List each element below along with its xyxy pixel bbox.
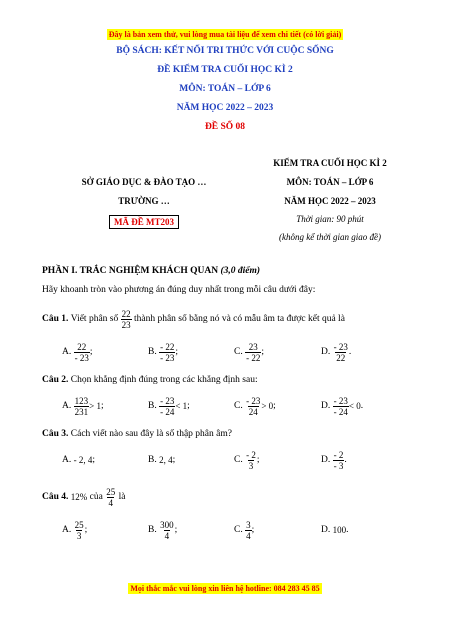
question-label: Câu 4. [42, 492, 69, 502]
fraction-numerator: - 2 [246, 449, 256, 460]
school: TRƯỜNG … [118, 196, 170, 206]
fraction-numerator: 123 [74, 395, 89, 406]
option-c[interactable] [234, 516, 254, 544]
option-letter: B. [148, 347, 157, 357]
option-end: ; [187, 401, 190, 411]
fraction-numerator: 3 [246, 519, 251, 530]
option-letter: C. [234, 401, 243, 411]
fraction [159, 396, 175, 417]
question-2 [42, 375, 258, 385]
exam-code-box: MÃ ĐỀ MT203 [109, 215, 179, 229]
question-1 [42, 304, 345, 334]
fraction [245, 450, 257, 471]
exam-code: ĐỀ SỐ 08 [204, 122, 246, 132]
fraction-denominator: - 23 [74, 352, 89, 363]
fraction-denominator: - 3 [333, 460, 344, 471]
option-letter: A. [62, 347, 72, 357]
question-text: Chọn khẳng định đúng trong các khẳng định sau: [70, 375, 258, 385]
book-title: BỘ SÁCH: KẾT NỐI TRI THỨC VỚI CUỘC SỐNG [116, 46, 334, 56]
exam-title: ĐỀ KIỂM TRA CUỐI HỌC KÌ 2 [157, 65, 293, 75]
option-end: ; [172, 455, 176, 465]
option-end: ; [251, 525, 255, 535]
fraction-numerator: 23 [248, 341, 258, 352]
option-b[interactable] [148, 446, 175, 474]
question-1-options [62, 338, 442, 366]
footer-row [0, 578, 450, 596]
relation: > 1 [89, 401, 101, 411]
option-letter: C. [234, 347, 243, 357]
fraction [159, 520, 175, 541]
fraction [245, 396, 261, 417]
percent-value: 12% [70, 492, 88, 502]
part1-heading: PHẦN I. TRẮC NGHIỆM KHÁCH QUAN [42, 266, 219, 276]
relation: < 1 [175, 401, 188, 411]
right-exam-title: KIỂM TRA CUỐI HỌC KÌ 2 [273, 158, 387, 168]
option-end: ; [174, 525, 178, 535]
option-end: ; [175, 347, 178, 357]
option-a[interactable] [62, 446, 95, 474]
question-4-options [62, 516, 442, 544]
fraction [159, 342, 175, 363]
exam-time: Thời gian: 90 phút [296, 214, 364, 224]
fraction-numerator: - 23 [246, 395, 261, 406]
option-letter: D. [321, 347, 331, 357]
option-a[interactable] [62, 516, 87, 544]
fraction [74, 342, 90, 363]
right-subject: MÔN: TOÁN – LỚP 6 [286, 177, 374, 187]
fraction [333, 450, 345, 471]
option-letter: A. [62, 525, 72, 535]
fraction [74, 520, 85, 541]
hotline-footer: Mọi thắc mắc vui lòng xin liên hệ hotline: 084 283 45 85 [130, 584, 320, 593]
fraction-numerator: 300 [160, 519, 174, 530]
option-letter: D. [321, 525, 331, 535]
fraction-denominator: - 23 [160, 352, 175, 363]
option-value: 2, 4 [159, 455, 173, 465]
fraction-numerator: - 23 [333, 395, 348, 406]
question-2-options [62, 392, 442, 420]
question-label: Câu 3. [42, 429, 69, 439]
fraction-denominator: 4 [108, 497, 113, 508]
made-box-row [44, 212, 244, 230]
option-letter: B. [148, 455, 157, 465]
option-end: ; [92, 455, 96, 465]
fraction-numerator: - 2 [333, 449, 344, 460]
option-a[interactable] [62, 392, 104, 420]
year-title: NĂM HỌC 2022 – 2023 [176, 103, 274, 113]
option-end: ; [256, 455, 260, 465]
fraction-numerator: 25 [106, 486, 116, 497]
option-b[interactable] [148, 392, 190, 420]
question-text: của [89, 492, 103, 502]
question-text: Viết phân số [70, 314, 119, 324]
option-d[interactable] [321, 392, 363, 420]
fraction-denominator: - 24 [333, 406, 348, 417]
fraction-denominator: - 24 [160, 406, 175, 417]
fraction-denominator: 231 [74, 406, 89, 417]
fraction-denominator: 23 [121, 319, 131, 330]
option-end: . [346, 525, 349, 535]
option-c[interactable] [234, 338, 264, 366]
option-b[interactable] [148, 338, 178, 366]
fraction-numerator: 22 [121, 308, 131, 319]
option-end: ; [273, 401, 276, 411]
question-label: Câu 1. [42, 314, 69, 324]
part1-points: (3,0 điểm) [220, 266, 261, 276]
option-c[interactable] [234, 392, 276, 420]
fraction-numerator: 25 [74, 519, 84, 530]
option-d[interactable] [321, 338, 351, 366]
fraction [74, 396, 90, 417]
question-3 [42, 429, 232, 439]
option-letter: C. [234, 455, 243, 465]
option-d[interactable] [321, 446, 347, 474]
option-end: ; [84, 525, 88, 535]
fraction-denominator: 4 [164, 530, 170, 541]
option-c[interactable] [234, 446, 259, 474]
option-letter: D. [321, 401, 331, 411]
option-letter: C. [234, 525, 243, 535]
fraction-denominator: 22 [336, 352, 346, 363]
relation: > 0 [261, 401, 274, 411]
option-letter: B. [148, 525, 157, 535]
option-a[interactable] [62, 338, 93, 366]
option-value: - 2, 4 [73, 455, 93, 465]
fraction-denominator: 24 [248, 406, 258, 417]
part1-instruction: Hãy khoanh tròn vào phương án đúng duy nhất trong mỗi câu dưới đây: [42, 285, 316, 295]
fraction-numerator: 22 [77, 341, 87, 352]
preview-banner-row [0, 24, 450, 42]
question-text: là [118, 492, 126, 502]
preview-banner: Đây là bản xem thử, vui lòng mua tài liệu để xem chi tiết (có lời giải) [108, 30, 342, 39]
option-end: . [348, 347, 352, 357]
fraction [245, 342, 261, 363]
option-d[interactable] [321, 516, 349, 544]
option-end: . [360, 401, 364, 411]
question-4 [42, 482, 125, 512]
option-end: . [344, 455, 347, 465]
exam-time-note: (không kể thời gian giao đề) [278, 232, 382, 242]
fraction-numerator: - 23 [333, 341, 348, 352]
fraction [121, 309, 132, 330]
question-text: thành phân số bằng nó và có mẫu âm ta được kết quả là [133, 314, 345, 324]
option-letter: D. [321, 455, 331, 465]
fraction-denominator: 3 [248, 460, 254, 471]
fraction [333, 396, 349, 417]
department: SỞ GIÁO DỤC & ĐÀO TẠO … [81, 177, 207, 187]
fraction [105, 487, 116, 508]
option-end: ; [89, 347, 93, 357]
option-end: ; [100, 401, 104, 411]
option-letter: A. [62, 455, 72, 465]
question-label: Câu 2. [42, 375, 69, 385]
fraction-denominator: 3 [76, 530, 82, 541]
fraction-numerator: - 22 [160, 341, 175, 352]
part1-title [42, 266, 260, 276]
option-b[interactable] [148, 516, 177, 544]
fraction-numerator: - 23 [160, 395, 175, 406]
option-end: ; [261, 347, 264, 357]
fraction-denominator: 4 [246, 530, 251, 541]
option-letter: A. [62, 401, 72, 411]
subject-title: MÔN: TOÁN – LỚP 6 [179, 84, 271, 94]
question-3-options [62, 446, 442, 474]
relation: < 0 [348, 401, 361, 411]
question-text: Cách viết nào sau đây là số thập phân âm? [70, 429, 232, 439]
fraction [333, 341, 352, 363]
right-year: NĂM HỌC 2022 – 2023 [284, 196, 376, 206]
option-letter: B. [148, 401, 157, 411]
option-value: 100 [332, 525, 347, 535]
fraction-denominator: - 22 [246, 352, 261, 363]
